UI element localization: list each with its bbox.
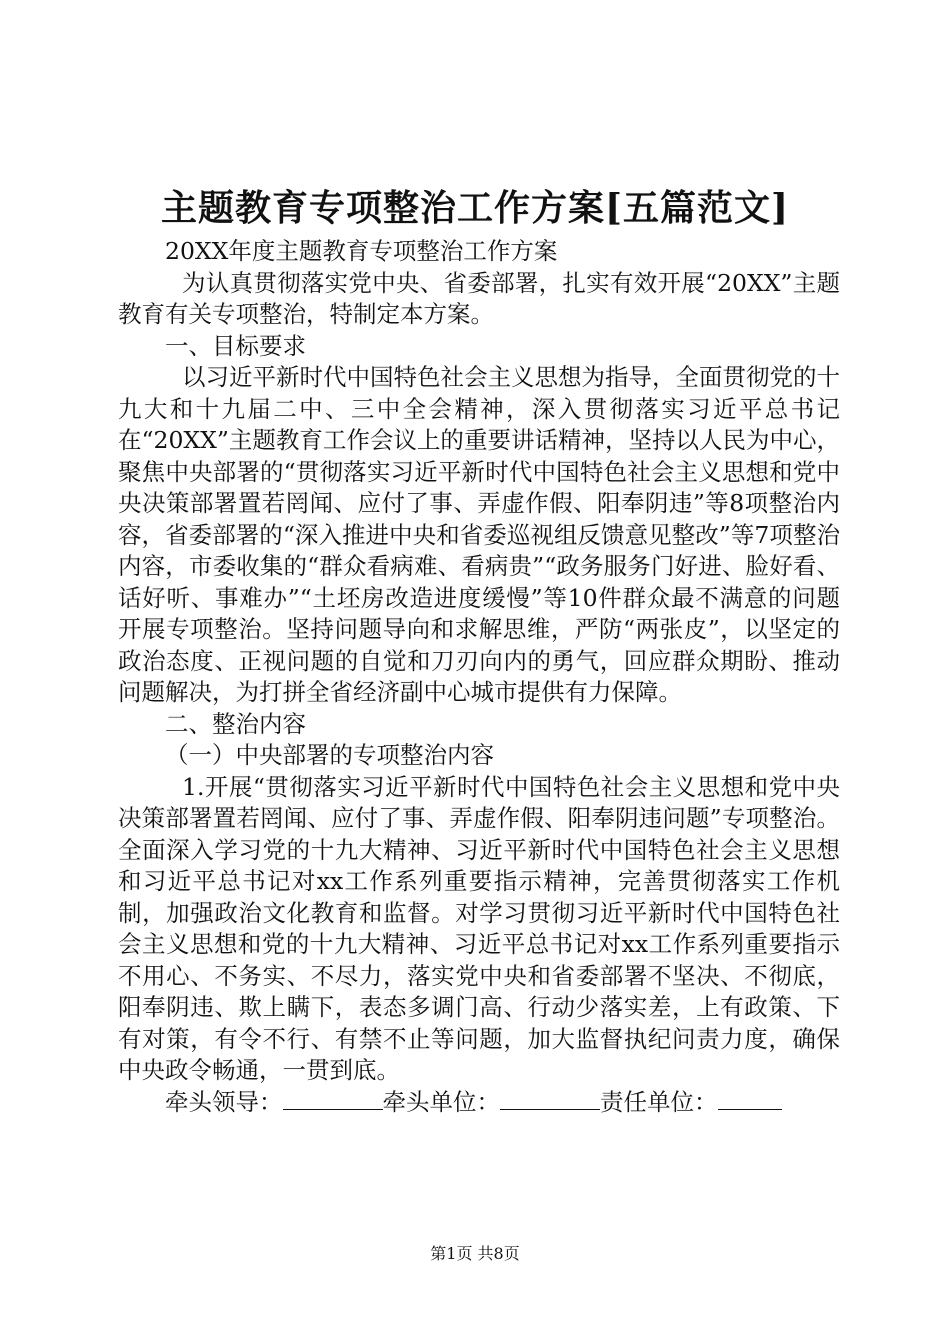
intro-paragraph: 为认真贯彻落实党中央、省委部署，扎实有效开展“20XX”主题教育有关专项整治，特制定本方案。 [118, 268, 840, 328]
lead-unit-label: 牵头单位： [382, 1087, 500, 1116]
resp-unit-label: 责任单位： [600, 1087, 718, 1116]
subsection-heading-central: （一）中央部署的专项整治内容 [165, 741, 494, 769]
section-heading-goals: 一、目标要求 [165, 331, 306, 360]
goals-paragraph: 以习近平新时代中国特色社会主义思想为指导，全面贯彻党的十九大和十九届二中、三中全会精神，深入贯彻落实习近平总书记在“20XX”主题教育工作会议上的重要讲话精神，坚持以人民为中心，聚焦中央部署的“贯彻落实习近平新时代中国特色社会主义思想和党中央决策部署置若罔闻、应付了事、弄虚作假、阳奉阴违”等8项整治内容，省委部署的“深入推进中央和省委巡视组反馈意见整改”等7项整治内容，市委收集的“群众看病难、看病贵”“政务服务门好进、脸好看、话好听、事难办”“土坯房改造进度缓慢”等10件群众最不满意的问题开展专项整治。坚持问题导向和求解思维，严防“两张皮”，以坚定的政治态度、正视问题的自觉和刀刃向内的勇气，回应群众期盼、推动问题解决，为打拼全省经济副中心城市提供有力保障。 [118, 363, 840, 706]
responsibility-fields [118, 1087, 840, 1119]
lead-leader-label: 牵头领导： [165, 1087, 283, 1116]
document-subtitle: 20XX年度主题教育专项整治工作方案 [165, 237, 558, 265]
section-heading-content: 二、整治内容 [165, 709, 306, 738]
lead-leader-blank [283, 1087, 383, 1110]
document-body [118, 236, 840, 1118]
document-title: 主题教育专项整治工作方案[五篇范文] [160, 187, 790, 229]
page-footer: 第1页 共8页 [430, 1244, 520, 1263]
item-1-paragraph: 1.开展“贯彻落实习近平新时代中国特色社会主义思想和党中央决策部署置若罔闻、应付了事、弄虚作假、阳奉阴违问题”专项整治。全面深入学习党的十九大精神、习近平新时代中国特色社会主义思想和习近平总书记对xx工作系列重要指示精神，完善贯彻落实工作机制，加强政治文化教育和监督。对学习贯彻习近平新时代中国特色社会主义思想和党的十九大精神、习近平总书记对xx工作系列重要指示不用心、不务实、不尽力，落实党中央和省委部署不坚决、不彻底，阳奉阴违、欺上瞒下，表态多调门高、行动少落实差，上有政策、下有对策，有令不行、有禁不止等问题，加大监督执纪问责力度，确保中央政令畅通，一贯到底。 [118, 772, 840, 1084]
resp-unit-blank [718, 1087, 782, 1110]
lead-unit-blank [500, 1087, 600, 1110]
